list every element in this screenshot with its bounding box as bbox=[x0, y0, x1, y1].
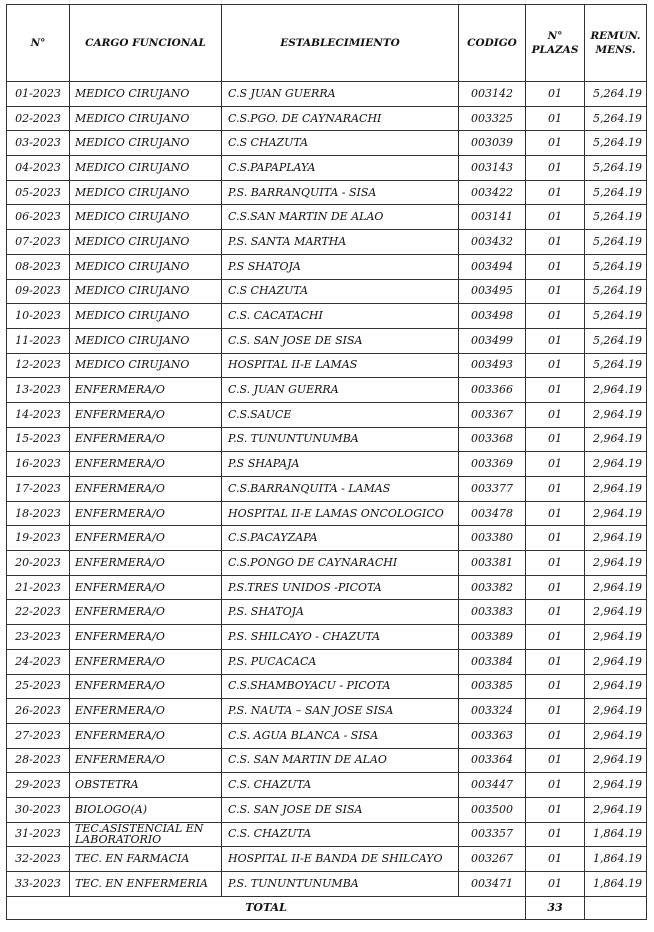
cell-cargo: ENFERMERA/O bbox=[70, 526, 222, 551]
cell-cargo: MEDICO CIRUJANO bbox=[70, 230, 222, 255]
cell-remun: 2,964.19 bbox=[585, 526, 647, 551]
cell-codigo: 003384 bbox=[459, 649, 526, 674]
total-label: TOTAL bbox=[7, 896, 526, 919]
table-row bbox=[7, 353, 647, 378]
cell-remun: 5,264.19 bbox=[585, 304, 647, 329]
cell-remun: 5,264.19 bbox=[585, 131, 647, 156]
cell-establecimiento: P.S SHAPAJA bbox=[222, 452, 459, 477]
cell-num: 24-2023 bbox=[7, 649, 70, 674]
total-plazas: 33 bbox=[526, 896, 585, 919]
cell-establecimiento: C.S.SAUCE bbox=[222, 402, 459, 427]
cell-remun: 2,964.19 bbox=[585, 477, 647, 502]
header-remun: REMUN. MENS. bbox=[585, 5, 647, 82]
cell-plazas: 01 bbox=[526, 822, 585, 847]
cell-codigo: 003267 bbox=[459, 847, 526, 872]
table-row bbox=[7, 551, 647, 576]
cell-cargo: MEDICO CIRUJANO bbox=[70, 156, 222, 181]
cell-num: 27-2023 bbox=[7, 723, 70, 748]
cell-num: 33-2023 bbox=[7, 872, 70, 897]
cell-establecimiento: C.S CHAZUTA bbox=[222, 131, 459, 156]
table-row bbox=[7, 600, 647, 625]
cell-plazas: 01 bbox=[526, 773, 585, 798]
table-row bbox=[7, 699, 647, 724]
cell-cargo: ENFERMERA/O bbox=[70, 402, 222, 427]
table-row bbox=[7, 180, 647, 205]
cell-codigo: 003381 bbox=[459, 551, 526, 576]
table-row bbox=[7, 304, 647, 329]
cell-codigo: 003357 bbox=[459, 822, 526, 847]
cell-codigo: 003494 bbox=[459, 254, 526, 279]
cell-remun: 2,964.19 bbox=[585, 378, 647, 403]
cell-establecimiento: C.S. SAN MARTIN DE ALAO bbox=[222, 748, 459, 773]
cell-num: 22-2023 bbox=[7, 600, 70, 625]
cell-plazas: 01 bbox=[526, 402, 585, 427]
cell-remun: 2,964.19 bbox=[585, 773, 647, 798]
cell-establecimiento: C.S.PGO. DE CAYNARACHI bbox=[222, 106, 459, 131]
cell-num: 06-2023 bbox=[7, 205, 70, 230]
table-row bbox=[7, 205, 647, 230]
cell-num: 31-2023 bbox=[7, 822, 70, 847]
table-row bbox=[7, 723, 647, 748]
cell-plazas: 01 bbox=[526, 674, 585, 699]
cell-codigo: 003141 bbox=[459, 205, 526, 230]
cell-establecimiento: P.S. NAUTA – SAN JOSE SISA bbox=[222, 699, 459, 724]
cell-codigo: 003380 bbox=[459, 526, 526, 551]
cell-cargo: MEDICO CIRUJANO bbox=[70, 304, 222, 329]
cell-plazas: 01 bbox=[526, 847, 585, 872]
table-row bbox=[7, 649, 647, 674]
cell-establecimiento: C.S. SAN JOSE DE SISA bbox=[222, 328, 459, 353]
cell-plazas: 01 bbox=[526, 156, 585, 181]
table-body bbox=[7, 82, 647, 897]
cell-cargo: ENFERMERA/O bbox=[70, 723, 222, 748]
cell-codigo: 003366 bbox=[459, 378, 526, 403]
cell-remun: 2,964.19 bbox=[585, 674, 647, 699]
cell-establecimiento: HOSPITAL II-E LAMAS bbox=[222, 353, 459, 378]
cell-remun: 1,864.19 bbox=[585, 847, 647, 872]
table-header-row bbox=[7, 5, 647, 82]
cell-establecimiento: C.S. CHAZUTA bbox=[222, 773, 459, 798]
cell-remun: 2,964.19 bbox=[585, 649, 647, 674]
plazas-table-sheet bbox=[6, 4, 646, 920]
cell-remun: 5,264.19 bbox=[585, 82, 647, 107]
table-row bbox=[7, 230, 647, 255]
cell-codigo: 003498 bbox=[459, 304, 526, 329]
cell-num: 19-2023 bbox=[7, 526, 70, 551]
cell-plazas: 01 bbox=[526, 180, 585, 205]
cell-cargo: ENFERMERA/O bbox=[70, 748, 222, 773]
cell-num: 21-2023 bbox=[7, 575, 70, 600]
cell-establecimiento: C.S. JUAN GUERRA bbox=[222, 378, 459, 403]
cell-codigo: 003324 bbox=[459, 699, 526, 724]
cell-codigo: 003325 bbox=[459, 106, 526, 131]
cell-plazas: 01 bbox=[526, 279, 585, 304]
header-codigo: CODIGO bbox=[459, 5, 526, 82]
cell-establecimiento: P.S. TUNUNTUNUMBA bbox=[222, 427, 459, 452]
cell-num: 04-2023 bbox=[7, 156, 70, 181]
cell-remun: 5,264.19 bbox=[585, 279, 647, 304]
cell-num: 25-2023 bbox=[7, 674, 70, 699]
cell-remun: 2,964.19 bbox=[585, 575, 647, 600]
cell-plazas: 01 bbox=[526, 872, 585, 897]
cell-plazas: 01 bbox=[526, 699, 585, 724]
cell-establecimiento: C.S. SAN JOSE DE SISA bbox=[222, 797, 459, 822]
cell-remun: 5,264.19 bbox=[585, 205, 647, 230]
cell-plazas: 01 bbox=[526, 575, 585, 600]
cell-num: 20-2023 bbox=[7, 551, 70, 576]
cell-remun: 1,864.19 bbox=[585, 872, 647, 897]
cell-num: 32-2023 bbox=[7, 847, 70, 872]
cell-remun: 2,964.19 bbox=[585, 402, 647, 427]
cell-cargo: BIOLOGO(A) bbox=[70, 797, 222, 822]
cell-codigo: 003478 bbox=[459, 501, 526, 526]
header-establecimiento: ESTABLECIMIENTO bbox=[222, 5, 459, 82]
cell-remun: 5,264.19 bbox=[585, 106, 647, 131]
cell-codigo: 003368 bbox=[459, 427, 526, 452]
table-row bbox=[7, 452, 647, 477]
table-row bbox=[7, 501, 647, 526]
cell-num: 18-2023 bbox=[7, 501, 70, 526]
cell-remun: 5,264.19 bbox=[585, 353, 647, 378]
cell-num: 16-2023 bbox=[7, 452, 70, 477]
cell-establecimiento: P.S. SHILCAYO - CHAZUTA bbox=[222, 625, 459, 650]
cell-establecimiento: C.S.SHAMBOYACU - PICOTA bbox=[222, 674, 459, 699]
table-row bbox=[7, 674, 647, 699]
cell-codigo: 003500 bbox=[459, 797, 526, 822]
cell-establecimiento: P.S SHATOJA bbox=[222, 254, 459, 279]
cell-num: 05-2023 bbox=[7, 180, 70, 205]
cell-remun: 5,264.19 bbox=[585, 230, 647, 255]
table-row bbox=[7, 625, 647, 650]
plazas-table bbox=[6, 4, 647, 920]
cell-cargo: MEDICO CIRUJANO bbox=[70, 180, 222, 205]
cell-establecimiento: C.S. CACATACHI bbox=[222, 304, 459, 329]
cell-plazas: 01 bbox=[526, 82, 585, 107]
cell-num: 07-2023 bbox=[7, 230, 70, 255]
cell-num: 28-2023 bbox=[7, 748, 70, 773]
cell-num: 14-2023 bbox=[7, 402, 70, 427]
cell-establecimiento: P.S.TRES UNIDOS -PICOTA bbox=[222, 575, 459, 600]
cell-codigo: 003493 bbox=[459, 353, 526, 378]
cell-plazas: 01 bbox=[526, 600, 585, 625]
cell-num: 17-2023 bbox=[7, 477, 70, 502]
cell-remun: 2,964.19 bbox=[585, 625, 647, 650]
cell-codigo: 003364 bbox=[459, 748, 526, 773]
cell-codigo: 003369 bbox=[459, 452, 526, 477]
cell-codigo: 003385 bbox=[459, 674, 526, 699]
cell-num: 10-2023 bbox=[7, 304, 70, 329]
cell-cargo: ENFERMERA/O bbox=[70, 699, 222, 724]
header-plazas: N° PLAZAS bbox=[526, 5, 585, 82]
cell-plazas: 01 bbox=[526, 254, 585, 279]
cell-codigo: 003389 bbox=[459, 625, 526, 650]
cell-codigo: 003363 bbox=[459, 723, 526, 748]
cell-plazas: 01 bbox=[526, 304, 585, 329]
table-row bbox=[7, 427, 647, 452]
cell-establecimiento: C.S.PAPAPLAYA bbox=[222, 156, 459, 181]
cell-remun: 1,864.19 bbox=[585, 822, 647, 847]
cell-codigo: 003447 bbox=[459, 773, 526, 798]
table-row bbox=[7, 797, 647, 822]
cell-num: 23-2023 bbox=[7, 625, 70, 650]
cell-establecimiento: C.S.PACAYZAPA bbox=[222, 526, 459, 551]
cell-remun: 2,964.19 bbox=[585, 427, 647, 452]
cell-plazas: 01 bbox=[526, 649, 585, 674]
cell-num: 09-2023 bbox=[7, 279, 70, 304]
cell-plazas: 01 bbox=[526, 501, 585, 526]
header-cargo: CARGO FUNCIONAL bbox=[70, 5, 222, 82]
cell-cargo: OBSTETRA bbox=[70, 773, 222, 798]
cell-remun: 5,264.19 bbox=[585, 254, 647, 279]
table-row bbox=[7, 526, 647, 551]
cell-establecimiento: P.S. PUCACACA bbox=[222, 649, 459, 674]
table-row bbox=[7, 773, 647, 798]
table-row bbox=[7, 402, 647, 427]
cell-num: 13-2023 bbox=[7, 378, 70, 403]
cell-cargo: ENFERMERA/O bbox=[70, 551, 222, 576]
cell-plazas: 01 bbox=[526, 378, 585, 403]
cell-plazas: 01 bbox=[526, 477, 585, 502]
cell-remun: 2,964.19 bbox=[585, 748, 647, 773]
cell-remun: 2,964.19 bbox=[585, 723, 647, 748]
cell-cargo: MEDICO CIRUJANO bbox=[70, 353, 222, 378]
table-row bbox=[7, 872, 647, 897]
cell-cargo: MEDICO CIRUJANO bbox=[70, 205, 222, 230]
cell-plazas: 01 bbox=[526, 797, 585, 822]
cell-codigo: 003039 bbox=[459, 131, 526, 156]
cell-num: 12-2023 bbox=[7, 353, 70, 378]
cell-cargo: TEC.ASISTENCIAL EN LABORATORIO bbox=[70, 822, 222, 847]
cell-establecimiento: C.S CHAZUTA bbox=[222, 279, 459, 304]
cell-codigo: 003382 bbox=[459, 575, 526, 600]
cell-plazas: 01 bbox=[526, 526, 585, 551]
cell-cargo: TEC. EN FARMACIA bbox=[70, 847, 222, 872]
table-row bbox=[7, 82, 647, 107]
cell-remun: 2,964.19 bbox=[585, 551, 647, 576]
cell-num: 26-2023 bbox=[7, 699, 70, 724]
cell-num: 29-2023 bbox=[7, 773, 70, 798]
cell-cargo: ENFERMERA/O bbox=[70, 649, 222, 674]
cell-establecimiento: P.S. SANTA MARTHA bbox=[222, 230, 459, 255]
table-row bbox=[7, 279, 647, 304]
cell-remun: 2,964.19 bbox=[585, 452, 647, 477]
cell-codigo: 003383 bbox=[459, 600, 526, 625]
header-num: N° bbox=[7, 5, 70, 82]
table-row bbox=[7, 847, 647, 872]
table-row bbox=[7, 254, 647, 279]
cell-codigo: 003367 bbox=[459, 402, 526, 427]
cell-cargo: MEDICO CIRUJANO bbox=[70, 82, 222, 107]
cell-cargo: ENFERMERA/O bbox=[70, 452, 222, 477]
cell-remun: 2,964.19 bbox=[585, 501, 647, 526]
cell-num: 30-2023 bbox=[7, 797, 70, 822]
cell-cargo: ENFERMERA/O bbox=[70, 625, 222, 650]
cell-cargo: MEDICO CIRUJANO bbox=[70, 106, 222, 131]
cell-codigo: 003432 bbox=[459, 230, 526, 255]
cell-plazas: 01 bbox=[526, 452, 585, 477]
cell-plazas: 01 bbox=[526, 230, 585, 255]
cell-establecimiento: C.S JUAN GUERRA bbox=[222, 82, 459, 107]
cell-codigo: 003499 bbox=[459, 328, 526, 353]
total-row bbox=[7, 896, 647, 919]
cell-remun: 2,964.19 bbox=[585, 699, 647, 724]
cell-establecimiento: C.S.BARRANQUITA - LAMAS bbox=[222, 477, 459, 502]
cell-codigo: 003495 bbox=[459, 279, 526, 304]
cell-cargo: ENFERMERA/O bbox=[70, 501, 222, 526]
cell-establecimiento: C.S.PONGO DE CAYNARACHI bbox=[222, 551, 459, 576]
cell-codigo: 003422 bbox=[459, 180, 526, 205]
cell-cargo: ENFERMERA/O bbox=[70, 378, 222, 403]
cell-codigo: 003142 bbox=[459, 82, 526, 107]
table-row bbox=[7, 477, 647, 502]
cell-remun: 5,264.19 bbox=[585, 156, 647, 181]
cell-num: 03-2023 bbox=[7, 131, 70, 156]
table-row bbox=[7, 106, 647, 131]
cell-codigo: 003471 bbox=[459, 872, 526, 897]
cell-remun: 5,264.19 bbox=[585, 180, 647, 205]
cell-plazas: 01 bbox=[526, 353, 585, 378]
table-row bbox=[7, 156, 647, 181]
cell-plazas: 01 bbox=[526, 427, 585, 452]
cell-num: 02-2023 bbox=[7, 106, 70, 131]
cell-cargo: ENFERMERA/O bbox=[70, 575, 222, 600]
cell-num: 01-2023 bbox=[7, 82, 70, 107]
table-row bbox=[7, 378, 647, 403]
cell-remun: 2,964.19 bbox=[585, 600, 647, 625]
cell-cargo: MEDICO CIRUJANO bbox=[70, 131, 222, 156]
table-row bbox=[7, 575, 647, 600]
cell-cargo: MEDICO CIRUJANO bbox=[70, 279, 222, 304]
cell-plazas: 01 bbox=[526, 106, 585, 131]
cell-establecimiento: P.S. TUNUNTUNUMBA bbox=[222, 872, 459, 897]
cell-plazas: 01 bbox=[526, 748, 585, 773]
cell-plazas: 01 bbox=[526, 625, 585, 650]
cell-establecimiento: C.S.SAN MARTIN DE ALAO bbox=[222, 205, 459, 230]
cell-establecimiento: HOSPITAL II-E LAMAS ONCOLOGICO bbox=[222, 501, 459, 526]
cell-cargo: ENFERMERA/O bbox=[70, 674, 222, 699]
table-row bbox=[7, 328, 647, 353]
cell-num: 15-2023 bbox=[7, 427, 70, 452]
cell-num: 08-2023 bbox=[7, 254, 70, 279]
cell-cargo: ENFERMERA/O bbox=[70, 477, 222, 502]
cell-establecimiento: HOSPITAL II-E BANDA DE SHILCAYO bbox=[222, 847, 459, 872]
cell-establecimiento: C.S. AGUA BLANCA - SISA bbox=[222, 723, 459, 748]
cell-plazas: 01 bbox=[526, 723, 585, 748]
cell-plazas: 01 bbox=[526, 328, 585, 353]
cell-remun: 2,964.19 bbox=[585, 797, 647, 822]
cell-remun: 5,264.19 bbox=[585, 328, 647, 353]
cell-cargo: TEC. EN ENFERMERIA bbox=[70, 872, 222, 897]
cell-establecimiento: P.S. SHATOJA bbox=[222, 600, 459, 625]
cell-codigo: 003143 bbox=[459, 156, 526, 181]
cell-establecimiento: P.S. BARRANQUITA - SISA bbox=[222, 180, 459, 205]
table-row bbox=[7, 748, 647, 773]
cell-cargo: MEDICO CIRUJANO bbox=[70, 328, 222, 353]
cell-plazas: 01 bbox=[526, 551, 585, 576]
cell-establecimiento: C.S. CHAZUTA bbox=[222, 822, 459, 847]
cell-cargo: ENFERMERA/O bbox=[70, 600, 222, 625]
total-remun-empty bbox=[585, 896, 647, 919]
cell-cargo: ENFERMERA/O bbox=[70, 427, 222, 452]
table-row bbox=[7, 131, 647, 156]
cell-plazas: 01 bbox=[526, 131, 585, 156]
table-row bbox=[7, 822, 647, 847]
cell-codigo: 003377 bbox=[459, 477, 526, 502]
cell-plazas: 01 bbox=[526, 205, 585, 230]
cell-cargo: MEDICO CIRUJANO bbox=[70, 254, 222, 279]
cell-num: 11-2023 bbox=[7, 328, 70, 353]
